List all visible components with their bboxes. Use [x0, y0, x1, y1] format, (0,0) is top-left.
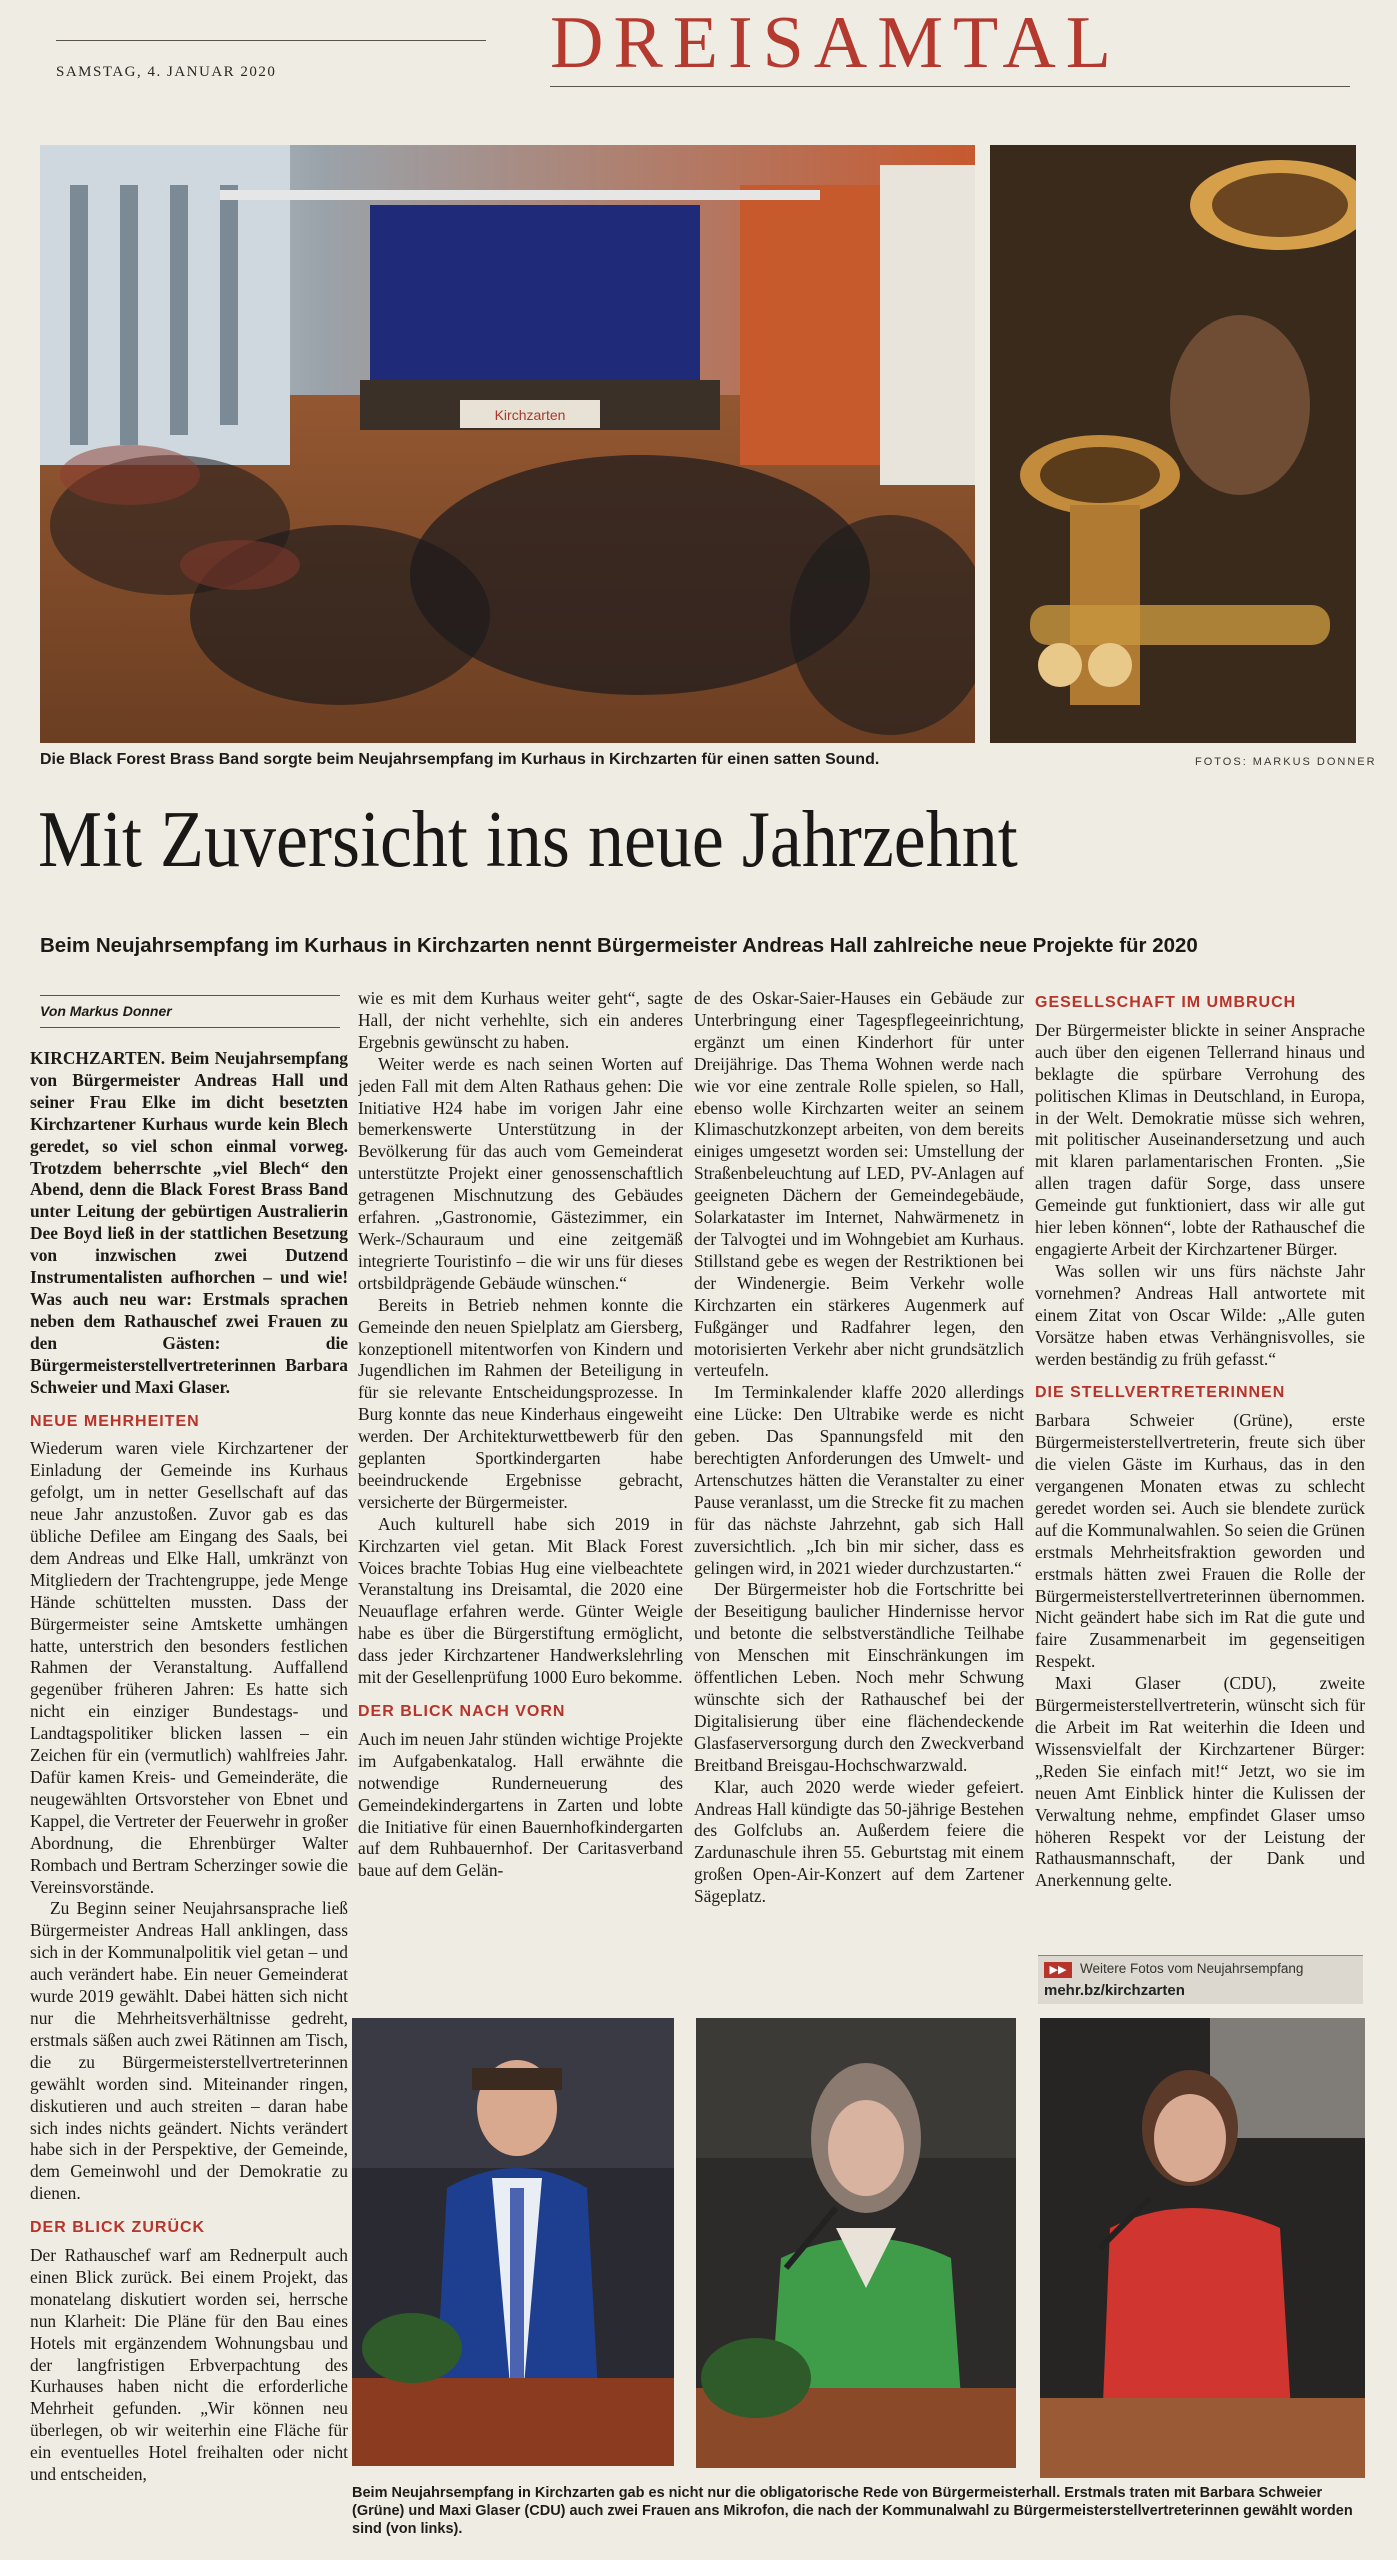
- more-photos-link[interactable]: mehr.bz/kirchzarten: [1044, 1982, 1185, 1999]
- paragraph: Barbara Schweier (Grüne), erste Bürgermeisterstellvertreterin, freute sich über die vielen Gäste im Kurhaus, das in den vergangenen Monaten etwas zu schlecht geredet worden sei. Auch sie blendete zurück auf die Kommunalwahlen. So seien die Grünen erstmals Mehrheitsfraktion geworden und erstmals hätten zwei Frauen die Rolle der Bürgermeisterstellvertreterinnen übernommen. Nicht geändert habe sich im Rat die gute und faire Zusammenarbeit im gegenseitigen Respekt.: [1035, 1410, 1365, 1672]
- masthead-rule-bottom: [550, 86, 1350, 87]
- paragraph: Auch im neuen Jahr stünden wichtige Projekte im Aufgabenkatalog. Hall erwähnte die notwendige Runderneuerung des Gemeindekindergartens in Zarten und lobte die Initiative für einen Bauernhofkindergarten auf dem Ruhbauernhof. Der Caritasverband baue auf dem Gelän-: [358, 1728, 683, 1881]
- photo-kurhaus-hall: [40, 145, 975, 743]
- paragraph: Der Bürgermeister hob die Fortschritte bei der Beseitigung baulicher Hindernisse hervor und betonte die selbstverständliche Teilhabe von Menschen mit Einschränkungen im öffentlichen Leben. Noch mehr Schwung wünschte sich der Rathauschef bei der Digitalisierung über eine flächendeckende Glasfaserversorgung durch den Zweckverband Breitband Breisgau-Hochschwarzwald.: [694, 1579, 1024, 1775]
- article-column-2: [358, 988, 683, 1993]
- byline-rule-bottom: [40, 1027, 340, 1028]
- paragraph: Im Terminkalender klaffe 2020 allerdings eine Lücke: Den Ultrabike werde es nicht geben. Das Spannungsfeld mit den berechtigten Anforderungen des Umwelt- und Artenschutzes hätten die Veranstalter zu einer Pause veranlasst, um die Strecke fit zu machen für das nächste Jahrzehnt, gab sich Hall zuversichtlich. „Ich bin mir sicher, dass es gelingen wird, in 2021 wieder durchzustarten.“: [694, 1382, 1024, 1578]
- play-arrows-icon: ▶▶: [1044, 1962, 1072, 1978]
- paragraph: Zu Beginn seiner Neujahrsansprache ließ Bürgermeister Andreas Hall anklingen, dass sich in der Kommunalpolitik viel getan – und auch verändert habe. Ein neuer Gemeinderat wurde 2019 gewählt. Dabei hätten sich nicht nur die Mehrheitsverhältnisse gedreht, erstmals säßen auch zwei Rätinnen am Tisch, die zu Bürgermeisterstellvertreterinnen gewählt worden sind. Miteinander ringen, diskutieren und auch streiten – daran habe sich indes nichts geändert. Nichts verändert habe sich in der Perspektive, der Gemeinde, dem Gemeinwohl und der Demokratie zu dienen.: [30, 1898, 348, 2204]
- photo-brass-instruments: [990, 145, 1356, 743]
- photo-kurhaus-hall-illustration: [40, 145, 975, 743]
- paragraph: Bereits in Betrieb nehmen konnte die Gemeinde den neuen Spielplatz am Giersberg, konzeptionell mitentworfen von Kindern und Jugendlichen im Rahmen der Beteiligung in für sie relevante Entscheidungsprozesse. In Burg konnte das neue Kinderhaus eingeweiht werden. Der Architekturwettbewerb für den geplanten Sportkindergarten habe beeindruckende Ergebnisse gebracht, versicherte der Bürgermeister.: [358, 1294, 683, 1512]
- paragraph: Der Rathauschef warf am Rednerpult auch einen Blick zurück. Bei einem Projekt, das monatelang diskutiert worden sei, herrsche nun Klarheit: Die Pläne für den Bau eines Hotels mit ergänzendem Wohnungsbau und der langfristigen Erbverpachtung des Kurhauses haben nicht die erforderliche Mehrheit gefunden. „Wir können neu überlegen, ob wir weiterhin eine Fläche für ein eventuelles Hotel freihalten oder nicht und entscheiden,: [30, 2245, 348, 2485]
- byline-rule: [40, 995, 340, 996]
- paragraph: wie es mit dem Kurhaus weiter geht“, sagte Hall, der nicht verhehlte, sich ein anderes Ergebnis gewünscht zu haben.: [358, 988, 683, 1052]
- paragraph: de des Oskar-Saier-Hauses ein Gebäude zur Unterbringung einer Tagespflegeeinrichtung, ergänzt um einen Kinderhort für unter Dreijährige. Das Thema Wohnen werde nach wie vor eine zentrale Rolle spielen, so Hall, ebenso wolle Kirchzarten weiter an seinem Klimaschutzkonzept arbeiten, von dem bereits einiges umgesetzt worden sei: Umstellung der Straßenbeleuchtung auf LED, PV-Anlagen auf geeigneten Dächern der Gemeindegebäude, Solarkataster im Internet, Nahwärmenetz in der Talvogtei und im Wohngebiet am Kurhaus. Stillstand gebe es wegen der Restriktionen bei der Windenergie. Beim Verkehr wolle Kirchzarten ein stärkeres Augenmerk auf Fußgänger und Radfahrer legen, den motorisierten Verkehr aber nicht grundsätzlich verteufeln.: [694, 988, 1024, 1381]
- subhead-gesellschaft-im-umbruch: GESELLSCHAFT IM UMBRUCH: [1035, 994, 1297, 1011]
- paragraph: Auch kulturell habe sich 2019 in Kirchzarten viel getan. Mit Black Forest Voices brachte Tobias Hug eine vielbeachtete Veranstaltung ins Dreisamtal, die 2020 eine Neuauflage erfahren werde. Günter Weigle habe es über die Bürgerstiftung ermöglicht, dass jeder Kirchzartener Handwerkslehrling mit der Gesellenprüfung 1000 Euro bekomme.: [358, 1513, 683, 1688]
- bottom-photo-caption: Beim Neujahrsempfang in Kirchzarten gab es nicht nur die obligatorische Rede von Bürgermeisterhall. Erstmals traten mit Barbara Schweier (Grüne) und Maxi Glaser (CDU) auch zwei Frauen ans Mikrofon, die nach der Kommunalwahl zu Bürgermeisterstellvertreterinnen gewählt worden sind (von links).: [352, 2485, 1353, 2537]
- masthead-date: SAMSTAG, 4. JANUAR 2020: [56, 64, 277, 80]
- paragraph-intro: KIRCHZARTEN. Beim Neujahrsempfang von Bürgermeister Andreas Hall und seiner Frau Elke im dicht besetzten Kirchzartener Kurhaus wurde kein Blech geredet, so viel schon einmal vorweg. Trotzdem beherrschte „viel Blech“ den Abend, denn die Black Forest Brass Band unter Leitung der gebürtigen Australierin Dee Boyd ließ in der stattlichen Besetzung von inzwischen zwei Dutzend Instrumentalisten aufhorchen – und wie! Was auch neu war: Erstmals sprachen neben dem Rathauschef zwei Frauen zu den Gästen: die Bürgermeisterstellvertreterinnen Barbara Schweier und Maxi Glaser.: [30, 1048, 348, 1397]
- article-column-1: [30, 1048, 348, 2553]
- photo-schweier-illustration: [696, 2018, 1016, 2468]
- paragraph: Klar, auch 2020 werde wieder gefeiert. Andreas Hall kündigte das 50-jährige Bestehen des Golfclubs an. Außerdem feiere die Zardunaschule ihren 55. Geburtstag mit einem großen Open-Air-Konzert auf dem Zartener Sägeplatz.: [694, 1776, 1024, 1907]
- photo-barbara-schweier: [696, 2018, 1016, 2468]
- photo-brass-illustration: [990, 145, 1356, 743]
- subhead-die-stellvertreterinnen: DIE STELLVERTRETERINNEN: [1035, 1384, 1286, 1402]
- top-photo-caption: Die Black Forest Brass Band sorgte beim Neujahrsempfang im Kurhaus in Kirchzarten für einen satten Sound.: [40, 751, 880, 768]
- hall-banner-text: Kirchzarten: [494, 407, 566, 423]
- paragraph: Weiter werde es nach seinen Worten auf jeden Fall mit dem Alten Rathaus gehen: Die Initiative H24 habe im vorigen Jahr eine bemerkenswerte Unterstützung in der Bevölkerung für das auch vom Gemeinderat unterstützte Projekt einer genossenschaftlich getragenen Mischnutzung des Gebäudes erfahren. „Gastronomie, Gästezimmer, ein Werk-/Schauraum und eine zeitgemäß integrierte Touristinfo – die wir uns für dieses ortsbildprägende Gebäude wünschen.“: [358, 1053, 683, 1293]
- more-photos-box[interactable]: [1038, 1955, 1363, 2004]
- subhead-neue-mehrheiten: NEUE MEHRHEITEN: [30, 1412, 200, 1430]
- section-title: DREISAMTAL: [550, 2, 1121, 84]
- photo-maxi-glaser: [1040, 2018, 1365, 2478]
- photo-mayor-speech: [352, 2018, 674, 2466]
- paragraph: Was sollen wir uns fürs nächste Jahr vornehmen? Andreas Hall antwortete mit einem Zitat von Oscar Wilde: „Alle guten Vorsätze haben etwas Verhängnisvolles, sie werden beständig zu früh gefasst.“: [1035, 1260, 1365, 1369]
- paragraph: Wiederum waren viele Kirchzartener der Einladung der Gemeinde ins Kurhaus gefolgt, um in netter Gesellschaft auf das neue Jahr anzustoßen. Zuvor gab es das übliche Defilee am Eingang des Saals, bei dem Andreas und Elke Hall, umkränzt von Mitgliedern der Trachtengruppe, jede Menge Hände schüttelten mussten. Dass der Bürgermeister seine Amtskette umhängen hatte, unterstrich den besonders festlichen Rahmen der Veranstaltung. Auffallend gegenüber früheren Jahren: Es hatte sich nicht ein einziger Bundestags- und Landtagspolitiker blicken lassen – ein Zeichen für ein (vermutlich) wahlfreies Jahr. Dafür kamen Kreis- und Gemeinderäte, die neugewählten Ortsvorsteher von Ebnet und Kappel, die Vertreter der Feuerwehr in großer Abordnung, die Ehrenbürger Walter Rombach und Bertram Scherzinger sowie die Vereinsvorstände.: [30, 1438, 348, 1897]
- byline: Von Markus Donner: [40, 1003, 172, 1019]
- top-photo-credit: FOTOS: MARKUS DONNER: [1195, 756, 1377, 768]
- subheadline: Beim Neujahrsempfang im Kurhaus in Kirchzarten nennt Bürgermeister Andreas Hall zahlreiche neue Projekte für 2020: [40, 934, 1198, 957]
- subhead-der-blick-zurueck: DER BLICK ZURÜCK: [30, 2219, 206, 2237]
- paragraph: Maxi Glaser (CDU), zweite Bürgermeisterstellvertreterin, wünscht sich für die Arbeit im Rat weiterhin die Ideen und Wissensvielfalt der Kirchzartener Bürger: „Reden Sie einfach mit!“ Jetzt, wo sie im neuen Amt Einblick hinter die Kulissen der Verwaltung nehme, empfindet Glaser umso höheren Respekt vor der Leistung der Rathausmannschaft, der Dank und Anerkennung gelte.: [1035, 1673, 1365, 1891]
- paragraph: Der Bürgermeister blickte in seiner Ansprache auch über den eigenen Tellerrand hinaus und beklagte die spürbare Verrohung des politischen Klimas in Deutschland, in Europa, in der Welt. Demokratie müsse sich wehren, mit politischer Auseinandersetzung und auch mit klaren parlamentarischen Fronten. „Sie allen tragen dafür Sorge, dass unsere Gemeinde gut funktioniert, dass wir alle gut hier leben können“, lobte der Rathauschef die engagierte Arbeit der Kirchzartener Bürger.: [1035, 1019, 1365, 1259]
- article-column-4: [1035, 988, 1365, 1933]
- photo-mayor-illustration: [352, 2018, 674, 2466]
- headline: Mit Zuversicht ins neue Jahrzehnt: [38, 796, 1018, 884]
- subhead-der-blick-nach-vorn: DER BLICK NACH VORN: [358, 1703, 566, 1720]
- masthead-rule-left: [56, 40, 486, 41]
- article-column-3: [694, 988, 1024, 1993]
- photo-glaser-illustration: [1040, 2018, 1365, 2478]
- more-photos-text: Weitere Fotos vom Neujahrsempfang: [1080, 1961, 1304, 1976]
